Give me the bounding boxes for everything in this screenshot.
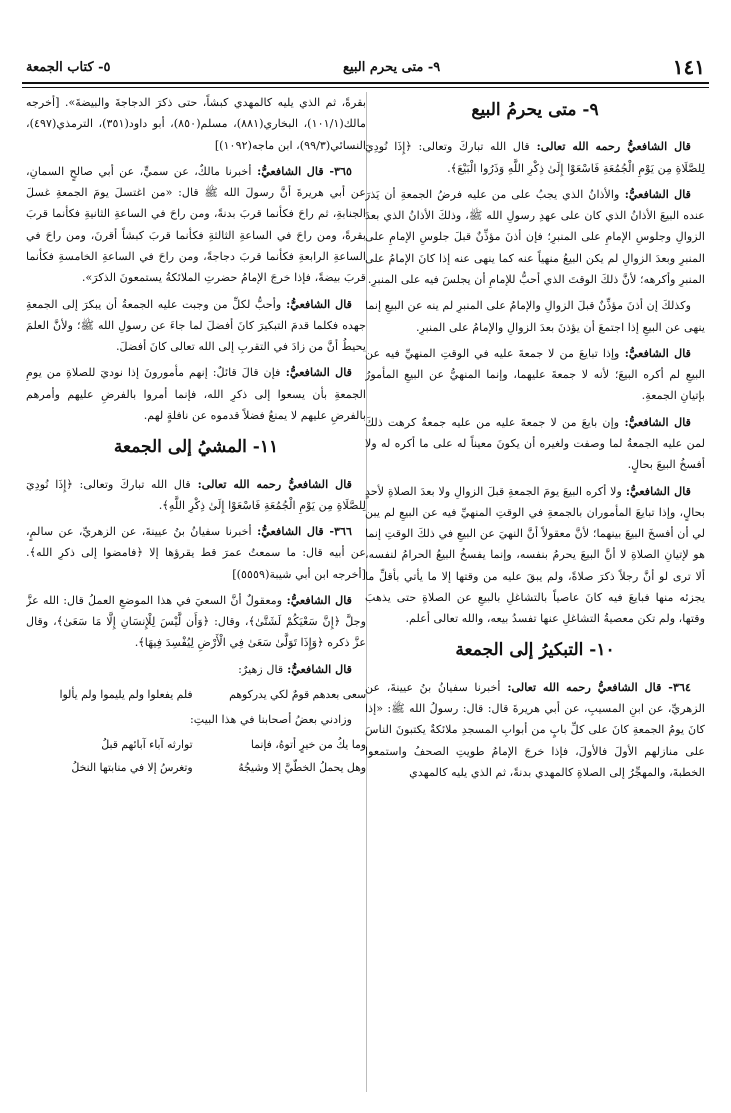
right-column <box>365 92 705 1102</box>
paragraph <box>26 659 366 680</box>
paragraph <box>365 481 705 630</box>
paragraph-text: بقرةً، ثم الذي يليه كالمهدي كبشاً، حتى ذكرَ الدجاجةَ والبيضةَ». [أخرجه مالك(١٠١/١)، البخاري(٨٨١)، مسلم(٨٥٠)، أبو داود(٣٥١)، الترمذي(٤٩٧)، النسائي(٩٩/٣)، ابن ماجه(١٠٩٢)] <box>26 96 366 152</box>
paragraph <box>26 294 366 358</box>
paragraph <box>365 677 705 783</box>
paragraph-text: والأذانُ الذي يجبُ على من عليه فرضُ الجمعةِ أن يَذرَ عنده البيعَ الأذانُ الذي كان على عهدِ رسولِ الله ﷺ، وذلكَ الأذانُ الذي بعدَ الزوالِ وجلوسِ الإمامِ على المنبرِ؛ فإن أذنَ مؤذِّنٌ قبلَ جلوسِ الإمامِ على المنبرِ وبعدَ الزوالِ لم يكن البيعُ منهياً عنه كما ينهى عنه إذا كانَ الإمامُ على المنبرِ وأكرهه؛ لأنَّ ذلكَ الوقتَ الذي أحبُّ للإمامِ أن يجلسَ فيه على المنبرِ. <box>365 187 705 286</box>
verse-first-hemistich: وهل يحملُ الخطّيَّ إلا وشيجُهُ <box>238 761 366 775</box>
speaker-lead: قال الشافعيُّ: <box>619 345 692 360</box>
running-head-section: ٩- متى يحرم البيع <box>343 59 441 75</box>
paragraph-text: أخبرنا سفيانُ بنُ عيينةَ، عن الزهريِّ، عن سالمٍ، عن أبيه قال: ما سمعتُ عمرَ قط يقرؤها إلا ﴿فامضوا إلى ذكرِ الله﴾. [أخرجه ابن أبي شيبة(٥٥٥٩)] <box>26 525 366 581</box>
paragraph-text: وإن بايعَ من لا جمعةَ عليه من عليه جمعةٌ كرهت ذلكَ لمن عليه الجمعةُ لما وصفت ولغيره أن يكونَ معيناً له على ما أكره له ولا أفسخُ البيعَ بحالٍ. <box>365 415 705 472</box>
paragraph-text: ومعقولٌ أنَّ السعيَ في هذا الموضعِ العملُ قال: الله عزَّ وجلَّ ﴿إِنَّ سَعْيَكُمْ لَشَتَّىٰ﴾، وقال: ﴿وَأَن لَّيْسَ لِلْإِنسَانِ إِلَّا مَا سَعَىٰ﴾، وقال عزَّ ذكره ﴿وَإِذَا تَوَلَّىٰ سَعَىٰ فِي الْأَرْضِ لِيُفْسِدَ فِيهَا﴾. <box>26 593 366 650</box>
paragraph-text: قال زهيرٌ: <box>238 662 284 676</box>
verse-first-hemistich: سعى بعدهم قومٌ لكي يدركوهم <box>229 688 366 702</box>
paragraph-text: أخبرنا سفيانُ بنُ عيينةَ، عن الزهريِّ، عن ابنِ المسيبِ، عن أبي هريرةَ قال: قال: رسولُ الله ﷺ: «إذا كانَ يومُ الجمعةِ كانَ على كلِّ بابٍ من أبوابِ المسجدِ ملائكةٌ يكتبونَ الناسَ على منازلهم الأولَ فالأولَ، فإذا خرجَ الإمامُ طويتِ الصحفُ واستمعوا الخطبةَ، والمهجِّرُ إلى الصلاةِ كالمهدي بدنةً، ثم الذي يليه كالمهدي <box>365 680 705 779</box>
section-title: ١٠- التبكيرُ إلى الجمعة <box>455 640 615 661</box>
paragraph <box>26 362 366 426</box>
speaker-lead: قال الشافعيُّ: <box>619 414 692 429</box>
running-head-book: ٥- كتاب الجمعة <box>26 59 111 75</box>
paragraph <box>365 343 705 407</box>
verse-first-hemistich: وما يكُ من خيرٍ أتوهُ، فإنما <box>250 737 366 751</box>
page-number: ١٤١ <box>672 55 705 79</box>
speaker-lead: قال الشافعيُّ: <box>280 365 353 380</box>
section-title: ٩- متى يحرمُ البيع <box>471 100 599 120</box>
paragraph <box>365 412 705 476</box>
paragraph-text: وإذا تبايعَ من لا جمعةَ عليه في الوقتِ المنهيِّ فيه عن البيعِ لم أكره البيعَ؛ لأنه لا جمعةَ عليهما، وإنما المنهيُّ عن البيعِ المأمورُ بإتيانِ الجمعةِ. <box>365 346 705 403</box>
paragraph-text: أخبرنا مالكٌ، عن سميٍّ، عن أبي صالحٍ السمانِ، عن أبي هريرةَ أنَّ رسولَ الله ﷺ قال: «من اغتسلَ يومَ الجمعةِ غسلَ الجنابةِ، ثم راحَ فكأنما قربَ بدنةً، ومن راحَ في الساعةِ الثانيةِ فكأنما قربَ بقرةً، ومن راحَ في الساعةِ الثالثةِ فكأنما قربَ كبشاً أقرنَ، ومن راحَ في الساعةِ الرابعةِ فكأنما قربَ دجاجةً، ومن راحَ في الساعةِ الخامسةِ فكأنما قربَ بيضةً، فإذا خرجَ الإمامُ حضرتِ الملائكةُ يستمعونَ الذكرَ». <box>26 164 366 285</box>
speaker-lead: قال الشافعيُّ: <box>621 483 691 498</box>
speaker-lead: ٣٦٦- قال الشافعيُّ: <box>251 524 352 539</box>
paragraph <box>26 521 366 585</box>
paragraph <box>365 295 705 338</box>
paragraph-text: وكذلكَ إن أذنَ مؤذِّنٌ قبلَ الزوالِ والإمامُ على المنبرِ لم ينه عن البيعِ إنما ينهى عن البيعِ إذا اجتمعَ أن يؤذنَ بعدَ الزوالِ والإمامُ على المنبرِ. <box>365 299 705 334</box>
paragraph-text: قال الله تباركَ وتعالى: ﴿إِذَا نُودِيَ لِلصَّلَاةِ مِن يَوْمِ الْجُمُعَةِ فَاسْعَوْا إِلَىٰ ذِكْرِ اللَّهِ﴾. <box>26 477 366 512</box>
left-column <box>26 92 366 1102</box>
paragraph <box>365 136 705 179</box>
paragraph <box>26 474 366 517</box>
paragraph <box>26 709 366 730</box>
header-rule <box>22 82 709 88</box>
paragraph-text: ولا أكره البيعَ يومَ الجمعةِ قبلَ الزوالِ ولا بعدَ الصلاةِ لأحدٍ بحالٍ، وإذا تبايعَ المأموران بالجمعةِ في الوقتِ المنهيِّ فيه عن البيعِ لم يبن لي أن أفسخَ البيعَ بينهما؛ لأنَّ معقولاً أنَّ النهيَ عن البيعِ في ذلكَ الوقتِ إنما هو لإتيانِ الصلاةِ لا أنَّ البيعَ يحرمُ بنفسه، وإنما يفسخُ البيعُ الحرامُ لنفسه، ألا ترى لو أنَّ رجلاً ذكرَ صلاةً، ولم يبقَ عليه من وقتها إلا ما يأتي بأقلِّ ما يجزئه منها فبايعَ فيه كانَ عاصياً بالتشاغلِ بالبيعِ عن الصلاةِ حتى يذهبَ وقتها، ولم تكن معصيةُ التشاغلِ عنها تفسدُ بيعه، والله تعالى أعلم. <box>365 484 705 626</box>
speaker-lead: قال الشافعيُّ: <box>282 592 353 607</box>
speaker-lead: قال الشافعيُّ: <box>281 296 353 311</box>
paragraph <box>365 184 705 290</box>
poem-verse <box>26 685 366 706</box>
speaker-lead: ٣٦٤- قال الشافعيُّ رحمه الله تعالى: <box>500 679 691 694</box>
verse-second-hemistich: وتغرسُ إلا في منابتها النخلُ <box>71 761 193 775</box>
paragraph <box>26 92 366 156</box>
section-title: ١١- المشيُ إلى الجمعة <box>113 437 279 458</box>
speaker-lead: قال الشافعيُّ رحمه الله تعالى: <box>529 139 691 154</box>
paragraph-text: وأحبُّ لكلِّ من وجبت عليه الجمعةُ أن يبكرَ إلى الجمعةِ جهده فكلما قدمَ التبكيرَ كانَ أفضلَ لما جاءَ عن رسولِ الله ﷺ؛ ولأنَّ العلمَ يحيطُ أنَّ من زادَ في التقربِ إلى الله تعالى كانَ أفضلَ. <box>26 297 366 354</box>
paragraph-text: وزادني بعضُ أصحابنا في هذا البيتِ: <box>189 712 352 726</box>
verse-second-hemistich: فلم يفعلوا ولم يليموا ولم يألوا <box>59 688 193 702</box>
speaker-lead: قال الشافعيُّ: <box>619 186 692 201</box>
paragraph <box>26 590 366 654</box>
poem-verse <box>26 735 366 756</box>
speaker-lead: ٣٦٥- قال الشافعيُّ: <box>251 163 352 178</box>
paragraph-text: فإن قالَ قائلٌ: إنهم مأمورونَ إذا نوديَ للصلاةِ من يومِ الجمعةِ بأن يسعوا إلى ذكرِ الله، فإنما أمروا بالفرضِ عليهم وأمرهم بالفرضِ عليهم لا يمنعُ فضلاً قدموه عن نافلةٍ لهم. <box>26 366 366 422</box>
poem-verse <box>26 758 366 779</box>
speaker-lead: قال الشافعيُّ: <box>283 661 352 676</box>
verse-second-hemistich: توارثه آباء آبائهم قبلُ <box>101 737 193 751</box>
paragraph <box>26 161 366 289</box>
running-head <box>26 54 705 80</box>
speaker-lead: قال الشافعيُّ رحمه الله تعالى: <box>190 476 352 491</box>
paragraph-text: قال الله تباركَ وتعالى: ﴿إِذَا نُودِيَ لِلصَّلَاةِ مِن يَوْمِ الْجُمُعَةِ فَاسْعَوْا إِلَىٰ ذِكْرِ اللَّهِ وَذَرُوا الْبَيْعَ﴾. <box>365 140 705 175</box>
